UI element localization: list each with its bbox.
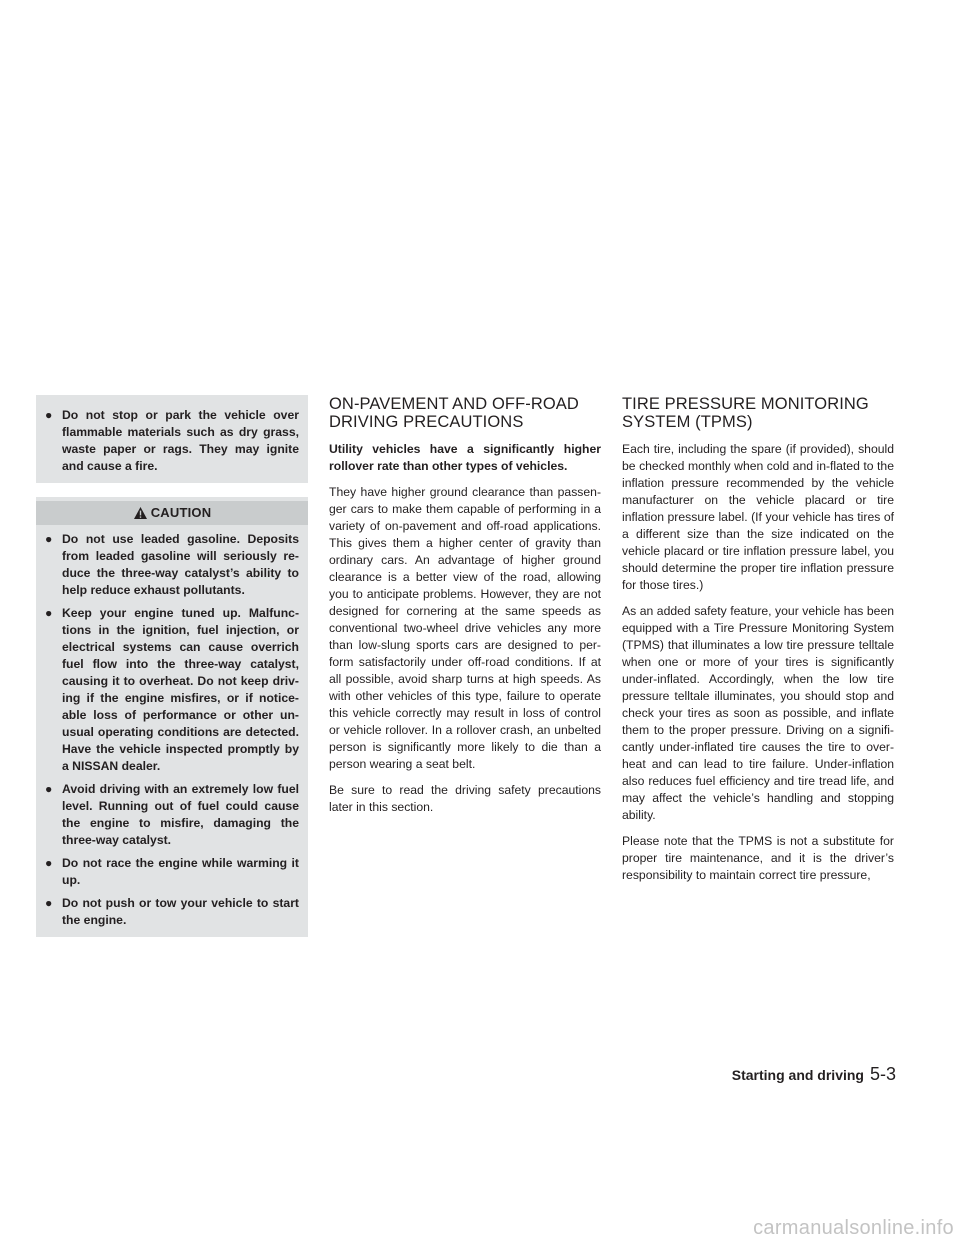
body-paragraph: Be sure to read the driving safety precautions later in this section. xyxy=(329,783,601,814)
caution-box xyxy=(36,497,308,937)
warning-list xyxy=(45,407,299,475)
page-number: 5-3 xyxy=(869,1064,896,1084)
page-footer xyxy=(716,1064,896,1085)
body-paragraph: Each tire, including the spare (if provided), should be checked monthly when cold and in-flated to the inflation pressure recommended by the vehicle manufacturer on the vehicle placard or tire inflation pressure label. (If your vehicle has tires of a different size than the size indicated on the vehicle placard or tire inflation pressure label, you should determine the proper tire inflation pressure for those tires.) xyxy=(622,442,894,592)
caution-heading: CAUTION xyxy=(150,505,212,520)
body-paragraph: As an added safety feature, your vehicle has been equipped with a Tire Pressure Monitoring System (TPMS) that illuminates a low tire pressure telltale when one or more of your tires is significantly under-inflated. Accordingly, when the low tire pressure telltale illuminates, you should stop and check your tires as soon as possible, and inflate them to the proper pressure. Driving on a signifi-cantly under-inflated tire causes the tire to over-heat and can lead to tire failure. Under-inflation also reduces fuel efficiency and tire tread life, and may affect the vehicle’s handling and stopping ability. xyxy=(622,604,894,822)
section-heading-tpms: TIRE PRESSURE MONITORING SYSTEM (TPMS) xyxy=(622,395,869,431)
bullet-icon: ● xyxy=(45,606,53,620)
caution-item: ● Do not race the engine while warming it up. xyxy=(45,856,299,887)
left-column xyxy=(36,395,308,937)
right-column xyxy=(622,395,894,893)
bullet-icon: ● xyxy=(45,408,53,422)
caution-item: ● Avoid driving with an extremely low fuel level. Running out of fuel could cause the engine to misfire, damaging the three-way catalyst. xyxy=(45,782,299,847)
middle-column xyxy=(329,395,601,825)
caution-item: ● Do not push or tow your vehicle to start the engine. xyxy=(45,896,299,927)
lead-paragraph: Utility vehicles have a significantly higher rollover rate than other types of vehicles. xyxy=(329,442,601,473)
watermark-text: carmanualsonline.info xyxy=(753,1217,954,1239)
continued-warning-box xyxy=(36,395,308,483)
bullet-icon: ● xyxy=(45,896,53,910)
warning-triangle-icon xyxy=(133,506,148,520)
body-paragraph: They have higher ground clearance than passen-ger cars to make them capable of performing in a variety of on-pavement and off-road applications. This gives them a higher center of gravity than ordinary cars. An advantage of higher ground clearance is a better view of the road, allowing you to anticipate problems. However, they are not designed for cornering at the same speeds as conventional two-wheel drive vehicles any more than low-slung sports cars are designed to per-form satisfactorily under off-road conditions. If at all possible, avoid sharp turns at high speeds. As with other vehicles of this type, failure to operate this vehicle correctly may result in loss of control or vehicle rollover. In a rollover crash, an unbelted person is significantly more likely to die than a person wearing a seat belt. xyxy=(329,485,601,771)
watermark xyxy=(0,1217,960,1240)
footer-section-title: Starting and driving xyxy=(731,1067,864,1083)
caution-item: ● Do not use leaded gasoline. Deposits from leaded gasoline will seriously re-duce the three-way catalyst’s ability to help reduce exhaust pollutants. xyxy=(45,532,299,597)
caution-header xyxy=(36,501,308,525)
body-paragraph: Please note that the TPMS is not a substitute for proper tire maintenance, and it is the driver’s responsibility to maintain correct tire pressure, xyxy=(622,834,894,882)
section-heading-driving-precautions: ON-PAVEMENT AND OFF-ROAD DRIVING PRECAUTIONS xyxy=(329,395,579,431)
bullet-icon: ● xyxy=(45,782,53,796)
bullet-icon: ● xyxy=(45,532,53,546)
caution-list xyxy=(45,531,299,929)
bullet-icon: ● xyxy=(45,856,53,870)
caution-item: ● Keep your engine tuned up. Malfunc-tions in the ignition, fuel injection, or electrical systems can cause overrich fuel flow into the three-way catalyst, causing it to overheat. Do not keep driv-ing if the engine misfires, or if notice-able loss of performance or other un-usual operating conditions are detected. Have the vehicle inspected promptly by a NISSAN dealer. xyxy=(45,606,299,773)
warning-item: ● Do not stop or park the vehicle over flammable materials such as dry grass, waste paper or rags. They may ignite and cause a fire. xyxy=(45,408,299,473)
